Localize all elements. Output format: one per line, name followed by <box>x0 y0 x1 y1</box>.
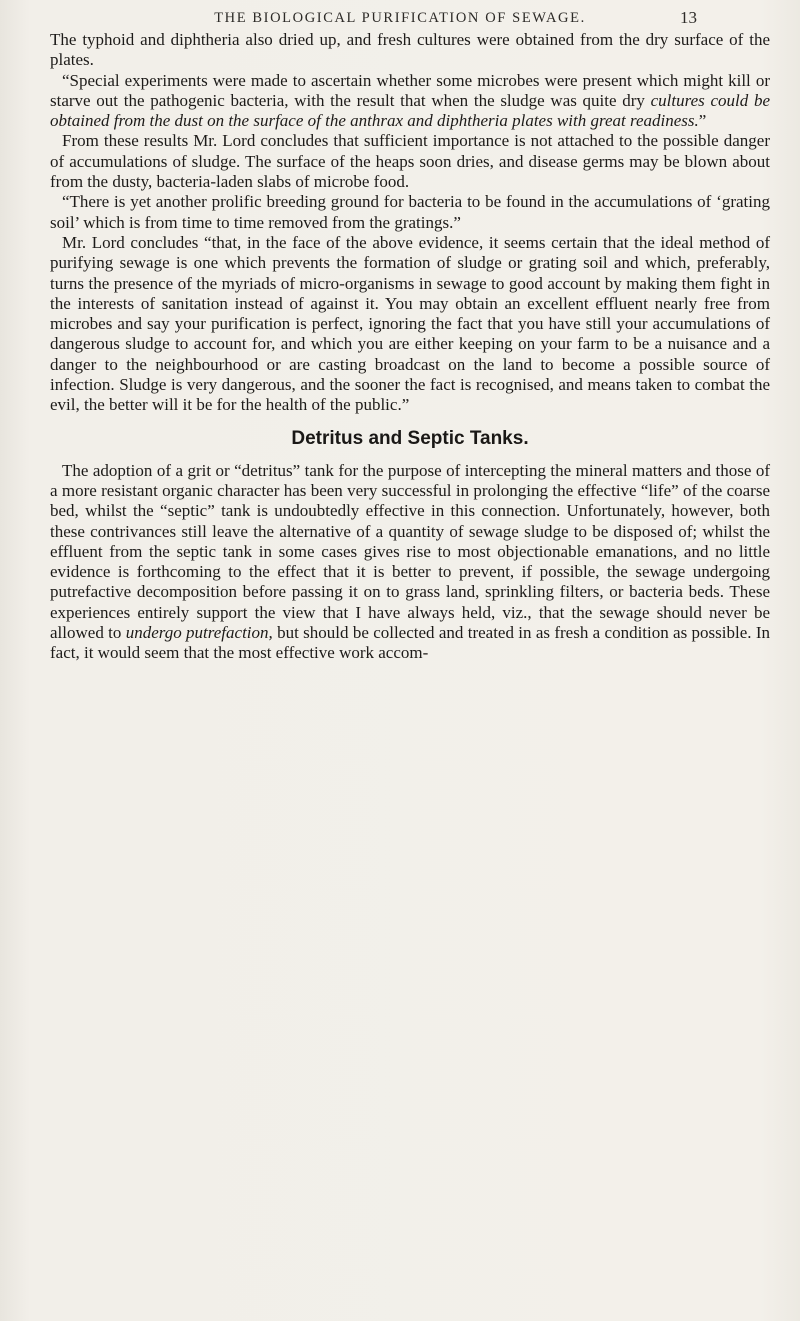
paragraph-lord-concludes: Mr. Lord concludes “that, in the face of the above evidence, it seems certain that the ideal method of purifying sewage is one which prevents the formation of sludge or grating soil and which, preferably, turns the presence of the myriads of micro-organisms in sewage to good account by making them fight in the interests of sanitation instead of against it. You may obtain an excellent effluent nearly free from microbes and say your purification is perfect, ignoring the fact that you have still your accumulations of dangerous sludge to account for, and which you are either keeping on your farm to be a nuisance and a danger to the neighbourhood or are casting broadcast on the land to become a possible source of infection. Sludge is very dangerous, and the sooner the fact is recognised, and means taken to combat the evil, the better will it be for the health of the public.” <box>50 232 770 415</box>
running-head: THE BIOLOGICAL PURIFICATION OF SEWAGE. <box>214 10 586 26</box>
closing-quote: ” <box>698 111 707 131</box>
paragraph-special-experiments-text: “Special experiments were made to ascertain whether some microbes were present which might kill or starve out the pathogenic bacteria, with the result that when the sludge was quite dry <box>50 70 770 110</box>
paragraph-detritus-text: The adoption of a grit or “detritus” tank for the purpose of intercepting the mineral matters and those of a more resistant organic character has been very successful in prolonging the effective “life” of the coarse bed, whilst the “septic” tank is undoubtedly effective in this connection. Unfortunately, however, both these contrivances still leave the alternative of a quantity of sewage sludge to be disposed of; whilst the effluent from the septic tank in some cases gives rise to most objectionable emanations, and no little evidence is forthcoming to the effect that it is better to prevent, if possible, the sewage undergoing putrefactive decomposition before passing it on to grass land, sprinkling filters, or bacteria beds. These experiences entirely support the view that I have always held, viz., that the sewage should never be allowed to <box>50 460 770 643</box>
paragraph-lord-results: From these results Mr. Lord concludes that sufficient importance is not attached to the possible danger of accumulations of sludge. The surface of the heaps soon dries, and disease germs may be blown about from the dusty, bacteria-laden slabs of microbe food. <box>50 131 770 192</box>
paragraph-special-experiments-italic: cultures could be obtained from the dust on the surface of the anthrax and diphtheria plates with great readiness. <box>50 90 770 131</box>
paragraph-detritus-italic: undergo putrefaction, <box>125 623 273 643</box>
body-text <box>50 30 770 664</box>
page-number: 13 <box>680 8 697 27</box>
section-heading: Detritus and Septic Tanks. <box>291 427 529 449</box>
paragraph-grating-soil: “There is yet another prolific breeding ground for bacteria to be found in the accumulations of ‘grating soil’ which is from time to time removed from the gratings.” <box>50 192 770 232</box>
paragraph-detritus-tanks <box>50 461 770 664</box>
paragraph-detritus-end: but should be collected and treated in as fresh a condition as possible. In fact, it would seem that the most effective work accom- <box>50 623 771 663</box>
paragraph-typhoid: The typhoid and diphtheria also dried up, and fresh cultures were obtained from the dry surface of the plates. <box>50 30 770 70</box>
paragraph-special-experiments <box>50 71 770 132</box>
